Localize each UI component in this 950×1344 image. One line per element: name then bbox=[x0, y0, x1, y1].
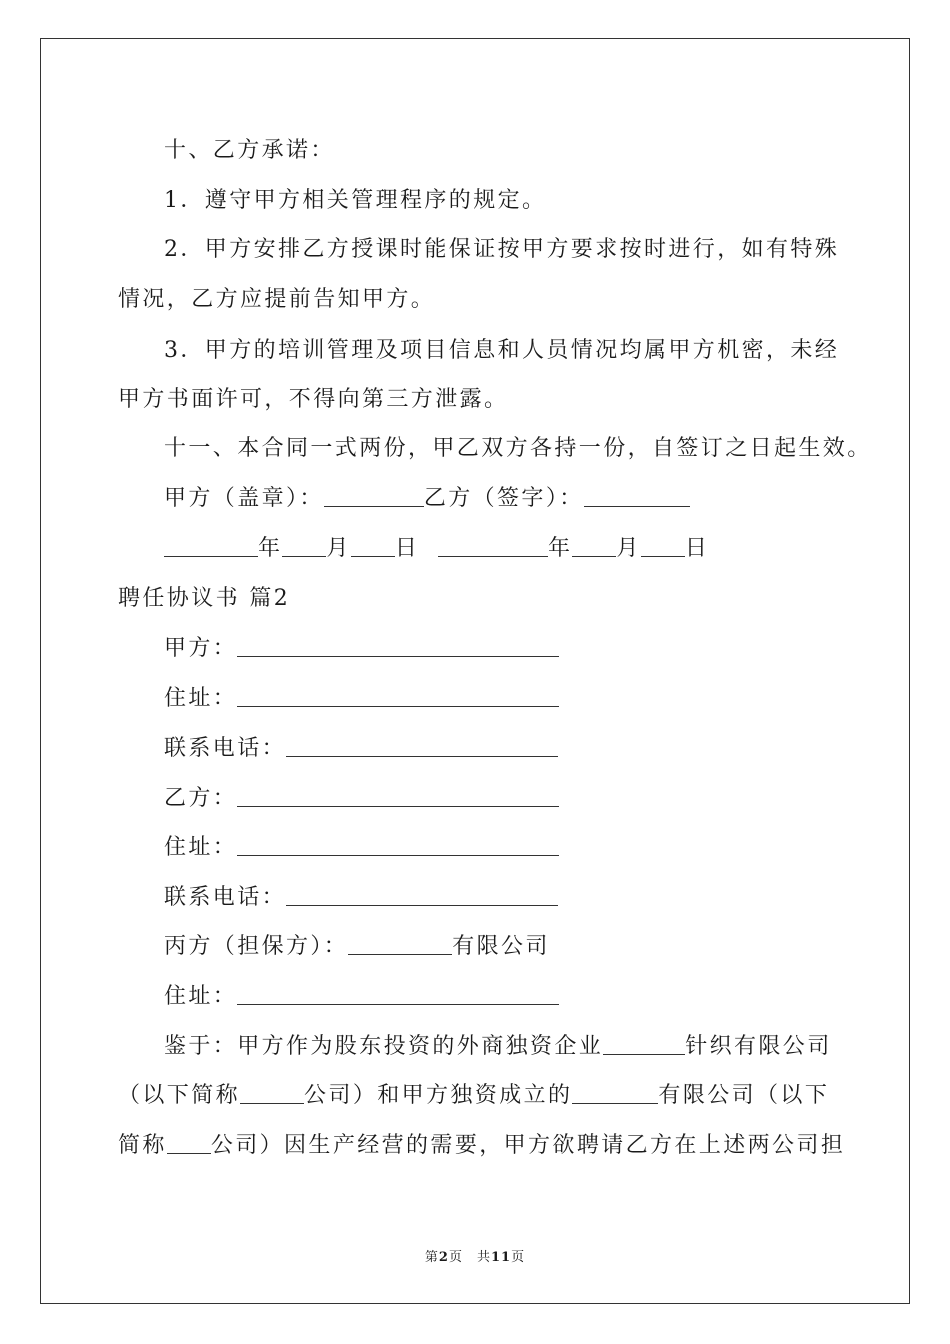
field-phone-1-blank bbox=[286, 734, 558, 757]
field-party-a-blank bbox=[237, 634, 559, 657]
field-party-c bbox=[164, 932, 550, 962]
field-party-c-label: 丙方（担保方）： bbox=[164, 934, 349, 959]
signature-line bbox=[164, 484, 690, 514]
field-address-1 bbox=[164, 684, 559, 714]
preamble-2c: 有限公司（以下 bbox=[658, 1083, 830, 1108]
field-party-a bbox=[164, 634, 559, 664]
field-phone-2-label: 联系电话： bbox=[164, 885, 287, 910]
section-title: 聘任协议书 篇2 bbox=[118, 586, 291, 611]
footer-pre: 第 bbox=[424, 1250, 439, 1265]
preamble-line-2 bbox=[118, 1081, 829, 1111]
clause-10-heading: 十、乙方承诺： bbox=[164, 138, 335, 163]
page-footer bbox=[0, 1246, 950, 1265]
footer-page-number: 2 bbox=[438, 1250, 449, 1265]
year-label-2: 年 bbox=[548, 536, 573, 561]
year-blank-2 bbox=[438, 534, 548, 557]
field-party-b bbox=[164, 784, 559, 814]
clause-10-item-3: 3．甲方的培训管理及项目信息和人员情况均属甲方机密，未经 bbox=[164, 338, 840, 363]
field-address-2 bbox=[164, 833, 559, 863]
month-blank bbox=[282, 534, 326, 557]
day-blank-2 bbox=[641, 534, 685, 557]
clause-11: 十一、本合同一式两份，甲乙双方各持一份，自签订之日起生效。 bbox=[164, 436, 872, 461]
field-address-1-blank bbox=[237, 684, 559, 707]
field-address-2-label: 住址： bbox=[164, 835, 238, 860]
preamble-3b: 公司）因生产经营的需要，甲方欲聘请乙方在上述两公司担 bbox=[210, 1133, 846, 1158]
day-label-2: 日 bbox=[684, 536, 710, 561]
footer-mid: 页 共 bbox=[448, 1250, 491, 1265]
preamble-blank-1 bbox=[603, 1032, 685, 1055]
month-blank-2 bbox=[572, 534, 616, 557]
field-party-c-blank bbox=[348, 932, 452, 955]
field-address-3 bbox=[164, 982, 559, 1012]
preamble-1a: 鉴于：甲方作为股东投资的外商独资企业 bbox=[164, 1034, 604, 1059]
sign-jia-label: 甲方（盖章）： bbox=[164, 486, 324, 511]
field-address-3-label: 住址： bbox=[164, 984, 238, 1009]
month-label: 月 bbox=[326, 536, 351, 561]
field-party-c-suffix: 有限公司 bbox=[452, 934, 550, 959]
footer-post: 页 bbox=[511, 1250, 526, 1265]
date-line bbox=[164, 534, 709, 564]
field-phone-1 bbox=[164, 734, 558, 764]
field-phone-2 bbox=[164, 883, 558, 913]
preamble-2a: （以下简称 bbox=[118, 1083, 241, 1108]
footer-total-pages: 11 bbox=[490, 1250, 512, 1265]
preamble-line-1 bbox=[164, 1032, 832, 1062]
preamble-2b: 公司）和甲方独资成立的 bbox=[304, 1083, 573, 1108]
clause-10-item-3-cont: 甲方书面许可，不得向第三方泄露。 bbox=[118, 387, 509, 412]
field-party-b-label: 乙方： bbox=[164, 786, 238, 811]
preamble-3a: 简称 bbox=[118, 1133, 167, 1158]
day-blank bbox=[351, 534, 395, 557]
field-party-a-label: 甲方： bbox=[164, 636, 238, 661]
field-phone-1-label: 联系电话： bbox=[164, 736, 287, 761]
field-address-3-blank bbox=[237, 982, 559, 1005]
month-label-2: 月 bbox=[616, 536, 641, 561]
preamble-blank-3 bbox=[572, 1081, 658, 1104]
clause-10-item-2-cont: 情况，乙方应提前告知甲方。 bbox=[118, 287, 436, 312]
sign-yi-blank bbox=[584, 484, 690, 507]
day-label: 日 bbox=[394, 536, 420, 561]
clause-10-item-1: 1．遵守甲方相关管理程序的规定。 bbox=[164, 188, 547, 213]
field-party-b-blank bbox=[237, 784, 559, 807]
sign-yi-label: 乙方（签字）： bbox=[423, 486, 584, 511]
preamble-1b: 针织有限公司 bbox=[685, 1034, 832, 1059]
sign-jia-blank bbox=[324, 484, 424, 507]
field-phone-2-blank bbox=[286, 883, 558, 906]
page-frame bbox=[40, 38, 910, 1304]
year-blank bbox=[164, 534, 258, 557]
field-address-2-blank bbox=[237, 833, 559, 856]
year-label: 年 bbox=[258, 536, 283, 561]
preamble-blank-4 bbox=[167, 1131, 211, 1154]
clause-10-item-2: 2．甲方安排乙方授课时能保证按甲方要求按时进行，如有特殊 bbox=[164, 237, 840, 262]
preamble-line-3 bbox=[118, 1131, 845, 1161]
preamble-blank-2 bbox=[240, 1081, 304, 1104]
field-address-1-label: 住址： bbox=[164, 686, 238, 711]
